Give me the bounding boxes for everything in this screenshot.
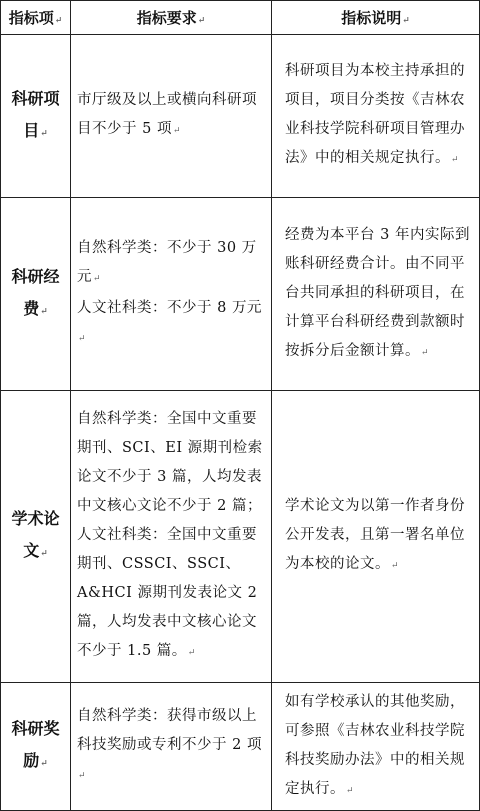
table-header-row [1, 1, 480, 35]
requirement-line [77, 234, 265, 294]
row-description-cell [272, 391, 480, 683]
paragraph-mark-icon: ↵ [402, 16, 410, 26]
row-item-label: 科研经费 [11, 266, 60, 318]
table-row [1, 35, 480, 198]
paragraph-mark-icon: ↵ [40, 128, 48, 139]
paragraph-mark-icon: ↵ [172, 126, 181, 136]
requirement-text: 自然科学类：全国中文重要期刊、SCI、EI 源期刊检索论文不少于 3 篇，人均发表中文核心文论不少于 2 篇；人文社科类：全国中文重要期刊、CSSCI、SSCI、A&HCI 源期刊发表论文 2 篇，人均发表中文核心论文不少于 1.5 篇。 [77, 411, 263, 659]
description-text: 学术论文为以第一作者身份公开发表，且第一署名单位为本校的论文。 [285, 498, 465, 572]
requirement-text: 自然科学类：获得市级以上科技奖励或专利不少于 2 项 [77, 708, 262, 753]
paragraph-mark-icon: ↵ [78, 334, 87, 344]
paragraph-mark-icon: ↵ [421, 347, 430, 358]
row-item-label: 科研奖励 [11, 719, 60, 770]
row-description-cell [272, 683, 480, 811]
header-item-label: 指标项 [8, 9, 54, 27]
paragraph-mark-icon: ↵ [78, 771, 87, 781]
row-item-cell [1, 683, 71, 811]
row-requirement-cell [71, 683, 272, 811]
row-requirement-cell [71, 35, 272, 198]
table-row [1, 391, 480, 683]
requirement-text: 自然科学类：不少于 30 万元 [77, 240, 257, 285]
paragraph-mark-icon: ↵ [93, 274, 102, 284]
table-row [1, 683, 480, 811]
row-item-label: 学术论文 [11, 509, 60, 560]
requirement-text: 市厅级及以上或横向科研项目不少于 5 项 [77, 92, 257, 137]
header-description [272, 1, 480, 35]
paragraph-mark-icon: ↵ [40, 549, 48, 559]
paragraph-mark-icon: ↵ [451, 155, 460, 165]
table-row [1, 198, 480, 391]
header-item [1, 1, 71, 35]
header-requirement [71, 1, 272, 35]
description-text: 经费为本平台 3 年内实际到账科研经费合计。由不同平台共同承担的科研项目，在计算平台科研经费到款额时按拆分后金额计算。 [285, 226, 470, 359]
row-item-cell [1, 391, 71, 683]
paragraph-mark-icon: ↵ [40, 306, 48, 317]
paragraph-mark-icon: ↵ [391, 561, 400, 571]
row-item-cell [1, 35, 71, 198]
requirement-text: 人文社科类：不少于 8 万元 [77, 300, 262, 316]
row-item-cell [1, 198, 71, 391]
header-description-label: 指标说明 [341, 9, 402, 27]
row-requirement-cell [71, 198, 272, 391]
paragraph-mark-icon: ↵ [54, 16, 63, 26]
paragraph-mark-icon: ↵ [197, 16, 206, 26]
row-description-cell [272, 198, 480, 391]
row-item-label: 科研项目 [11, 88, 60, 140]
paragraph-mark-icon: ↵ [40, 759, 48, 769]
paragraph-mark-icon: ↵ [346, 785, 355, 796]
paragraph-mark-icon: ↵ [187, 648, 196, 658]
row-requirement-cell [71, 391, 272, 683]
header-requirement-label: 指标要求 [136, 9, 197, 27]
requirement-line [77, 294, 265, 354]
description-text: 如有学校承认的其他奖励，可参照《吉林农业科技学院科技奖励办法》中的相关规定执行。 [285, 693, 465, 797]
row-description-cell [272, 35, 480, 198]
description-text: 科研项目为本校主持承担的项目，项目分类按《吉林农业科技学院科研项目管理办法》中的相关规定执行。 [285, 63, 465, 166]
